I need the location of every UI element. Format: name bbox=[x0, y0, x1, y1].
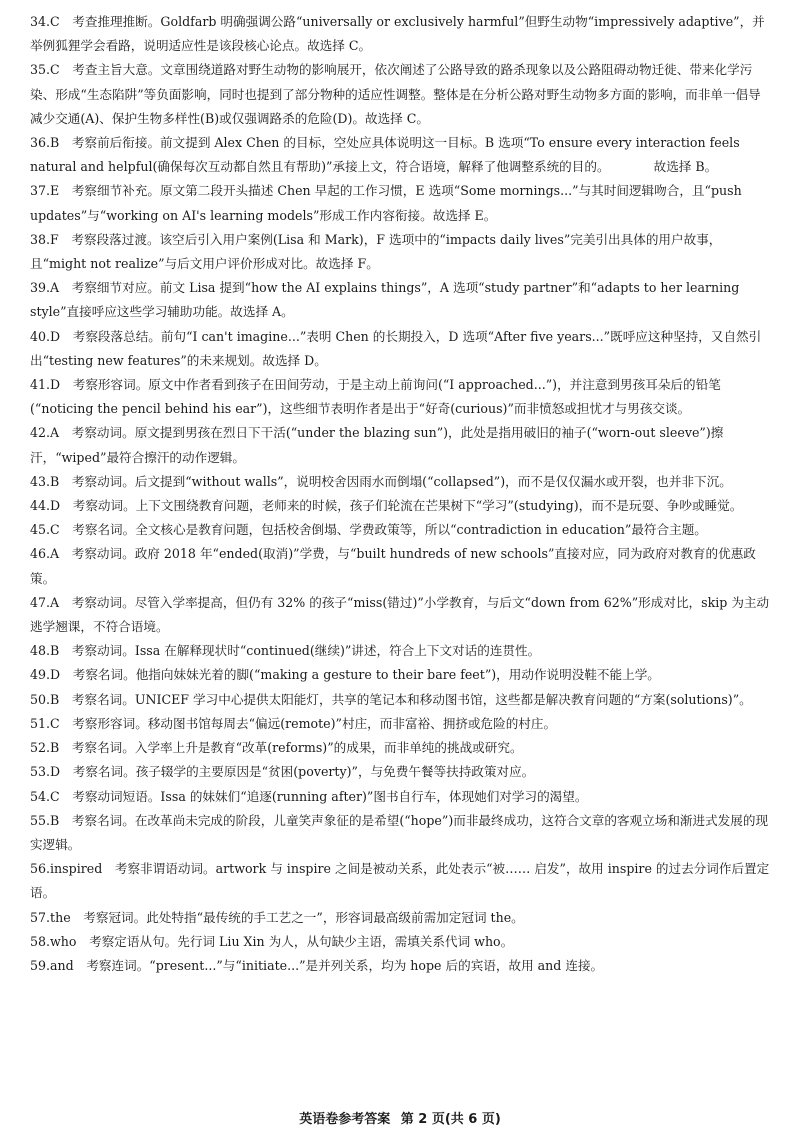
question-number: 47. bbox=[30, 594, 51, 610]
answer-entry bbox=[30, 228, 770, 276]
question-number: 52. bbox=[30, 740, 51, 756]
page-footer bbox=[0, 1108, 800, 1127]
answer-choice: F bbox=[50, 231, 59, 247]
question-number: 57. bbox=[30, 909, 51, 925]
answer-explanation: 考察动词。后文提到“without walls”，说明校舍因雨水而倒塌(“collapsed”)，而不是仅仅漏水或开裂，也并非下沉。 bbox=[71, 473, 732, 489]
question-number: 50. bbox=[30, 691, 51, 707]
answer-entry bbox=[30, 518, 770, 542]
answer-entry bbox=[30, 470, 770, 494]
answer-choice: who bbox=[50, 933, 77, 949]
answer-choice: B bbox=[50, 135, 60, 151]
answer-explanation: 考察动词短语。Issa 的妹妹们“追逐(running after)”图书自行车，体现她们对学习的渴望。 bbox=[72, 788, 588, 804]
answer-choice: B bbox=[50, 473, 60, 489]
answer-entry bbox=[30, 10, 770, 58]
answer-entry bbox=[30, 325, 770, 373]
answer-entry bbox=[30, 760, 770, 784]
question-number: 40. bbox=[30, 328, 51, 344]
answer-choice: D bbox=[50, 667, 61, 683]
question-number: 39. bbox=[30, 280, 51, 296]
answer-choice: B bbox=[50, 643, 60, 659]
footer-page-number: 第 2 页(共 6 页) bbox=[400, 1112, 501, 1127]
question-number: 53. bbox=[30, 764, 51, 780]
answer-choice: D bbox=[50, 377, 61, 393]
answer-explanation: 考察动词。原文提到男孩在烈日下干活(“under the blazing sun”)，此处是指用破旧的袖子(“worn-out sleeve”)擦汗，“wiped”最符合擦汗的动作逻辑。 bbox=[30, 425, 724, 465]
answer-entry bbox=[30, 785, 770, 809]
answer-entry bbox=[30, 688, 770, 712]
question-number: 58. bbox=[30, 933, 51, 949]
answer-choice: and bbox=[50, 957, 74, 973]
answer-choice: A bbox=[50, 546, 60, 562]
answer-entries bbox=[30, 10, 770, 978]
answer-entry bbox=[30, 131, 770, 179]
question-number: 35. bbox=[30, 62, 51, 78]
question-number: 44. bbox=[30, 498, 51, 514]
answer-explanation: 考查主旨大意。文章围绕道路对野生动物的影响展开，依次阐述了公路导致的路杀现象以及公路阻碍动物迁徙、带来化学污染、形成“生态陷阱”等负面影响，同时也提到了部分物种的适应性调整。整体是在分析公路对野生动物多方面的影响，而非单一倡导减少交通(A)、保护生物多样性(B)或仅强调路杀的危险(D)。故选择 C。 bbox=[30, 62, 761, 126]
question-number: 49. bbox=[30, 667, 51, 683]
question-number: 55. bbox=[30, 812, 51, 828]
answer-explanation: 考察段落过渡。该空后引入用户案例(Lisa 和 Mark)，F 选项中的“impacts daily lives”完美引出具体的用户故事，且“might not realize”与后文用户评价形成对比。故选择 F。 bbox=[30, 231, 722, 272]
answer-explanation: 考察动词。政府 2018 年“ended(取消)”学费，与“built hundreds of new schools”直接对应，同为政府对教育的优惠政策。 bbox=[30, 546, 756, 586]
answer-choice: C bbox=[50, 788, 60, 804]
answer-choice: B bbox=[50, 812, 60, 828]
answer-choice: D bbox=[50, 498, 61, 514]
answer-explanation: 考察动词。尽管入学率提高，但仍有 32% 的孩子“miss(错过)”小学教育，与后文“down from 62%”形成对比，skip 为主动逃学翘课，不符合语境。 bbox=[30, 594, 770, 635]
answer-choice: C bbox=[50, 522, 60, 538]
answer-explanation: 考察非谓语动词。artwork 与 inspire 之间是被动关系，此处表示“被…… 启发”，故用 inspire 的过去分词作后置定语。 bbox=[30, 861, 770, 901]
answer-entry bbox=[30, 809, 770, 857]
answer-explanation: 考察形容词。移动图书馆每周去“偏远(remote)”村庄，而非富裕、拥挤或危险的村庄。 bbox=[72, 715, 557, 731]
answer-entry bbox=[30, 857, 770, 905]
answer-choice: E bbox=[50, 183, 60, 199]
answer-choice: A bbox=[50, 425, 60, 441]
answer-entry bbox=[30, 421, 770, 469]
answer-entry bbox=[30, 591, 770, 639]
answer-explanation: 考察名词。在改革尚未完成的阶段，儿童笑声象征的是希望(“hope”)而非最终成功，这符合文章的客观立场和渐进式发展的现实逻辑。 bbox=[30, 812, 769, 852]
answer-choice: C bbox=[50, 62, 60, 78]
answer-entry bbox=[30, 736, 770, 760]
answer-explanation: 考查推理推断。Goldfarb 明确强调公路“universally or exclusively harmful”但野生动物“impressively adaptive”，并举例狐狸学会看路，说明适应性是该段核心论点。故选择 C。 bbox=[30, 14, 765, 54]
answer-choice: C bbox=[50, 14, 60, 29]
question-number: 43. bbox=[30, 473, 51, 489]
answer-explanation: 考察名词。UNICEF 学习中心提供太阳能灯，共享的笔记本和移动图书馆，这些都是解决教育问题的“方案(solutions)”。 bbox=[71, 691, 752, 707]
answer-explanation: 考察细节对应。前文 Lisa 提到“how the AI explains things”，A 选项“study partner”和“adapts to her learning style”直接呼应这些学习辅助功能。故选择 A。 bbox=[30, 280, 740, 320]
question-number: 36. bbox=[30, 135, 51, 151]
answer-explanation: 考察冠词。此处特指“最传统的手工艺之一”，形容词最高级前需加定冠词 the。 bbox=[83, 909, 524, 925]
question-number: 56. bbox=[30, 861, 51, 877]
question-number: 34. bbox=[30, 14, 51, 29]
question-number: 46. bbox=[30, 546, 51, 562]
answer-entry bbox=[30, 542, 770, 590]
answer-explanation: 考察连词。“present...”与“initiate...”是并列关系，均为 hope 后的宾语，故用 and 连接。 bbox=[86, 957, 604, 973]
question-number: 48. bbox=[30, 643, 51, 659]
answer-entry bbox=[30, 712, 770, 736]
question-number: 38. bbox=[30, 231, 51, 247]
answer-explanation: 考察前后衔接。前文提到 Alex Chen 的目标，空处应具体说明这一目标。B 选项“To ensure every interaction feels natural and helpful(确保每次互动都自然且有帮助)”承接上文，符合语境，解释了他调整系统的目的。 故选择 B。 bbox=[30, 135, 740, 175]
question-number: 42. bbox=[30, 425, 51, 441]
question-number: 45. bbox=[30, 522, 51, 538]
answer-explanation: 考察名词。全文核心是教育问题，包括校舍倒塌、学费政策等，所以“contradiction in education”最符合主题。 bbox=[72, 522, 707, 538]
answer-choice: B bbox=[50, 740, 60, 756]
answer-entry bbox=[30, 494, 770, 518]
answer-entry bbox=[30, 930, 770, 954]
question-number: 41. bbox=[30, 377, 51, 393]
question-number: 59. bbox=[30, 957, 51, 973]
answer-entry bbox=[30, 663, 770, 687]
answer-explanation: 考察名词。孩子辍学的主要原因是“贫困(poverty)”，与免费午餐等扶持政策对应。 bbox=[72, 764, 535, 780]
answer-choice: B bbox=[50, 691, 60, 707]
answer-choice: the bbox=[50, 909, 71, 925]
answer-explanation: 考察细节补充。原文第二段开头描述 Chen 早起的工作习惯，E 选项“Some mornings...”与其时间逻辑吻合，且“push updates”与“working on AI's learning models”形成工作内容衔接。故选择 E。 bbox=[30, 183, 742, 223]
answer-explanation: 考察定语从句。先行词 Liu Xin 为人，从句缺少主语，需填关系代词 who。 bbox=[89, 933, 514, 949]
answer-choice: A bbox=[50, 594, 60, 610]
answer-entry bbox=[30, 906, 770, 930]
footer-title: 英语卷参考答案 bbox=[299, 1112, 391, 1127]
question-number: 51. bbox=[30, 715, 51, 731]
answer-choice: C bbox=[50, 715, 60, 731]
answer-explanation: 考察段落总结。前句“I can't imagine...”表明 Chen 的长期投入，D 选项“After five years...”既呼应这种坚持，又自然引出“testing new features”的未来规划。故选择 D。 bbox=[30, 328, 762, 368]
answer-entry bbox=[30, 58, 770, 131]
answer-entry bbox=[30, 373, 770, 421]
answer-explanation: 考察动词。上下文围绕教育问题，老师来的时候，孩子们轮流在芒果树下“学习”(studying)，而不是玩耍、争吵或睡觉。 bbox=[72, 498, 743, 514]
answer-explanation: 考察形容词。原文中作者看到孩子在田间劳动，于是主动上前询问(“I approached...”)，并注意到男孩耳朵后的铅笔(“noticing the pencil behind his ear”)，这些细节表明作者是出于“好奇(curious)”而非愤怒或担忧才与男孩交谈。 bbox=[30, 377, 721, 417]
question-number: 54. bbox=[30, 788, 51, 804]
question-number: 37. bbox=[30, 183, 51, 199]
answer-entry bbox=[30, 639, 770, 663]
answer-choice: A bbox=[50, 280, 60, 296]
answer-choice: inspired bbox=[50, 861, 103, 877]
answer-explanation: 考察名词。入学率上升是教育“改革(reforms)”的成果，而非单纯的挑战或研究。 bbox=[71, 740, 523, 756]
answer-choice: D bbox=[50, 328, 61, 344]
answer-entry bbox=[30, 179, 770, 227]
answer-entry bbox=[30, 276, 770, 324]
answer-entry bbox=[30, 954, 770, 978]
answer-explanation: 考察动词。Issa 在解释现状时“continued(继续)”讲述，符合上下文对话的连贯性。 bbox=[71, 643, 541, 659]
answer-explanation: 考察名词。他指向妹妹光着的脚(“making a gesture to their bare feet”)，用动作说明没鞋不能上学。 bbox=[72, 667, 660, 683]
answer-choice: D bbox=[50, 764, 61, 780]
